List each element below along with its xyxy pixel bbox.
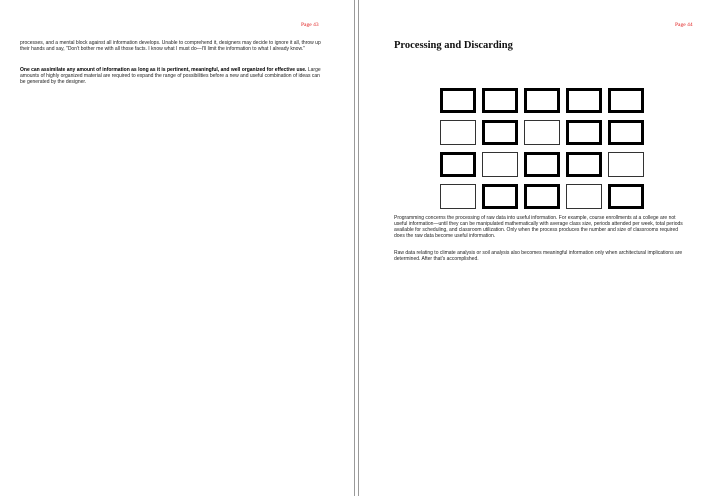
left-page-number: Page 43 bbox=[301, 22, 319, 28]
figure-rectangle-thick bbox=[440, 88, 476, 113]
right-page-number: Page 44 bbox=[675, 22, 693, 28]
figure-rectangle-thick bbox=[482, 88, 518, 113]
page-divider-secondary bbox=[358, 0, 359, 496]
figure-rectangle-thick bbox=[608, 88, 644, 113]
figure-rectangle-thin bbox=[440, 184, 476, 209]
left-paragraph-2-lead: One can assimilate any amount of information as long as it is pertinent, meaningful, and well organized for effective use. bbox=[20, 67, 307, 73]
figure-rectangle-thin bbox=[440, 120, 476, 145]
figure-rectangle-thick bbox=[608, 184, 644, 209]
figure-rectangle-thick bbox=[440, 152, 476, 177]
right-paragraph-2: Raw data relating to climate analysis or soil analysis also becomes meaningful information only when architectural implications are determined. After that's accomplished. bbox=[394, 250, 683, 262]
figure-rectangle-thick bbox=[482, 120, 518, 145]
figure-rectangle-thick bbox=[482, 184, 518, 209]
figure-rectangle-thin bbox=[566, 184, 602, 209]
rectangle-grid-figure bbox=[440, 88, 646, 209]
left-paragraph-1: processes, and a mental block against all information develops. Unable to comprehend it, designers may decide to ignore it all, throw up their hands and say, "Don't bother me with all those facts. I know what I must do—I'll limit the information to what I already know." bbox=[20, 40, 321, 52]
left-paragraph-2-body: Large amounts of highly organized material are required to expand the range of possibilities before a new and useful combination of ideas can be generated by the designer. bbox=[20, 67, 321, 85]
figure-rectangle-thick bbox=[524, 152, 560, 177]
left-page bbox=[0, 0, 354, 496]
section-title: Processing and Discarding bbox=[394, 40, 513, 51]
figure-rectangle-thick bbox=[566, 152, 602, 177]
figure-rectangle-thick bbox=[524, 184, 560, 209]
figure-rectangle-thick bbox=[566, 120, 602, 145]
left-paragraph-2 bbox=[20, 67, 324, 85]
figure-rectangle-thin bbox=[608, 152, 644, 177]
figure-rectangle-thin bbox=[482, 152, 518, 177]
figure-rectangle-thick bbox=[524, 88, 560, 113]
figure-rectangle-thick bbox=[608, 120, 644, 145]
right-page bbox=[360, 0, 713, 496]
figure-rectangle-thin bbox=[524, 120, 560, 145]
page-divider bbox=[354, 0, 355, 496]
right-paragraph-1: Programming concerns the processing of raw data into useful information. For example, course enrollments at a college are not useful information—until they can be manipulated mathematically with average class size, periods attended per week, total periods available for scheduling, and classroom utilization. Only when the process produces the number and size of classrooms required does the raw data become useful information. bbox=[394, 215, 683, 239]
figure-rectangle-thick bbox=[566, 88, 602, 113]
